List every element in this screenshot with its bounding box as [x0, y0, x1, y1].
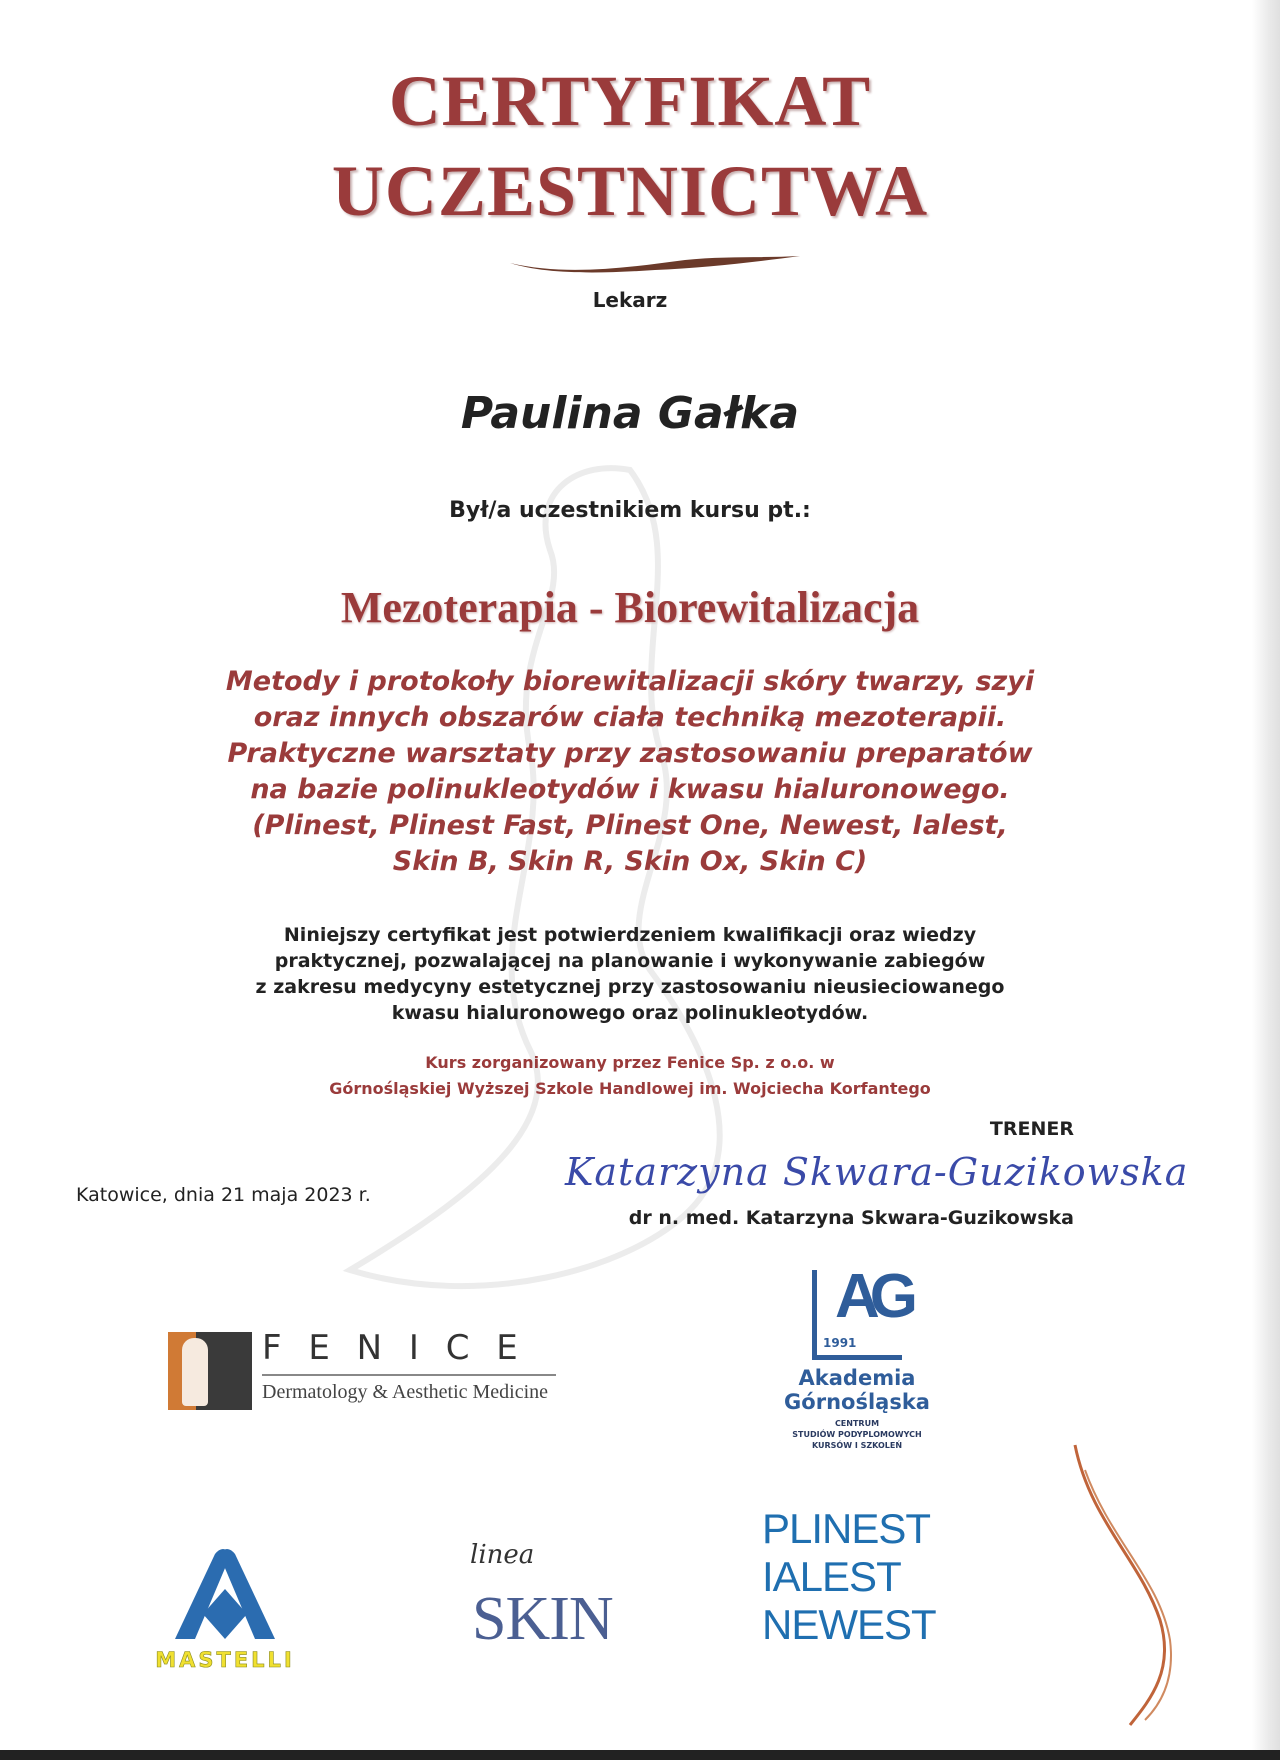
- fenice-logo: [168, 1328, 558, 1412]
- mastelli-m-icon: [135, 1544, 315, 1644]
- place-date: Katowice, dnia 21 maja 2023 r.: [76, 1184, 371, 1206]
- organizer-text: [0, 1050, 1260, 1102]
- confirmation-line: Niniejszy certyfikat jest potwierdzeniem kwalifikacji oraz wiedzy: [283, 924, 977, 946]
- ag-sub-line: CENTRUM: [834, 1419, 880, 1428]
- decorative-swirl-icon: [1070, 1440, 1220, 1730]
- scan-edge: [1252, 0, 1280, 1760]
- description-line: Metody i protokoły biorewitalizacji skóry twarzy, szyi: [225, 666, 1035, 697]
- course-description: [0, 664, 1260, 880]
- fenice-tagline: Dermatology & Aesthetic Medicine: [262, 1381, 549, 1403]
- ialest-line: IALEST: [762, 1553, 901, 1600]
- organizer-line: Kurs zorganizowany przez Fenice Sp. z o.o. w: [425, 1053, 835, 1072]
- ag-sub-line: KURSÓW I SZKOLEŃ: [811, 1441, 903, 1450]
- mastelli-logo: [135, 1544, 315, 1674]
- plinest-logo: [762, 1505, 936, 1649]
- confirmation-line: praktycznej, pozwalającej na planowanie i wykonywanie zabiegów: [274, 950, 986, 972]
- newest-line: NEWEST: [762, 1601, 936, 1648]
- plinest-line: PLINEST: [762, 1505, 931, 1552]
- linea-script: linea: [470, 1540, 535, 1570]
- ag-name-line1: Akademia: [798, 1366, 916, 1390]
- fenice-figure-icon: [182, 1338, 208, 1406]
- scan-bottom-edge: [0, 1750, 1280, 1760]
- trainer-signature: Katarzyna Skwara-Guzikowska: [565, 1150, 1189, 1194]
- ag-year: 1991: [823, 1336, 857, 1350]
- fenice-name: F E N I C E: [262, 1328, 526, 1368]
- description-line: na bazie polinukleotydów i kwasu hialuronowego.: [250, 774, 1010, 805]
- trainer-label: TRENER: [989, 1118, 1074, 1140]
- ag-monogram-icon: AG: [835, 1262, 908, 1331]
- mastelli-name: MASTELLI: [155, 1648, 295, 1672]
- fenice-divider: [262, 1374, 556, 1376]
- certificate-title-line2: UCZESTNICTWA: [331, 151, 929, 231]
- description-line: oraz innych obszarów ciała techniką mezoterapii.: [253, 702, 1007, 733]
- confirmation-text: [0, 922, 1260, 1026]
- role-label: Lekarz: [592, 288, 668, 312]
- participation-text: Był/a uczestnikiem kursu pt.:: [449, 498, 811, 523]
- skin-name: SKIN: [472, 1585, 613, 1653]
- ag-sub-line: STUDIÓW PODYPLOMOWYCH: [792, 1430, 922, 1439]
- description-line: Skin B, Skin R, Skin Ox, Skin C): [392, 846, 868, 877]
- ag-name-line2: Górnośląska: [784, 1390, 930, 1414]
- swoosh-icon: [505, 248, 805, 278]
- organizer-line: Górnośląskiej Wyższej Szkole Handlowej im. Wojciecha Korfantego: [329, 1079, 931, 1098]
- akademia-gornoslaska-logo: [757, 1262, 957, 1451]
- confirmation-line: kwasu hialuronowego oraz polinukleotydów.: [391, 1002, 869, 1024]
- description-line: Praktyczne warsztaty przy zastosowaniu preparatów: [227, 738, 1033, 769]
- certificate-title-line1: CERTYFIKAT: [388, 61, 872, 141]
- description-line: (Plinest, Plinest Fast, Plinest One, Newest, Ialest,: [252, 810, 1008, 841]
- confirmation-line: z zakresu medycyny estetycznej przy zastosowaniu nieusieciowanego: [255, 976, 1005, 998]
- linea-skin-logo: [470, 1540, 640, 1670]
- participant-name: Paulina Gałka: [460, 388, 800, 439]
- trainer-name: dr n. med. Katarzyna Skwara-Guzikowska: [628, 1207, 1074, 1229]
- ag-book-icon: [812, 1262, 908, 1360]
- course-title: Mezoterapia - Biorewitalizacja: [340, 583, 920, 632]
